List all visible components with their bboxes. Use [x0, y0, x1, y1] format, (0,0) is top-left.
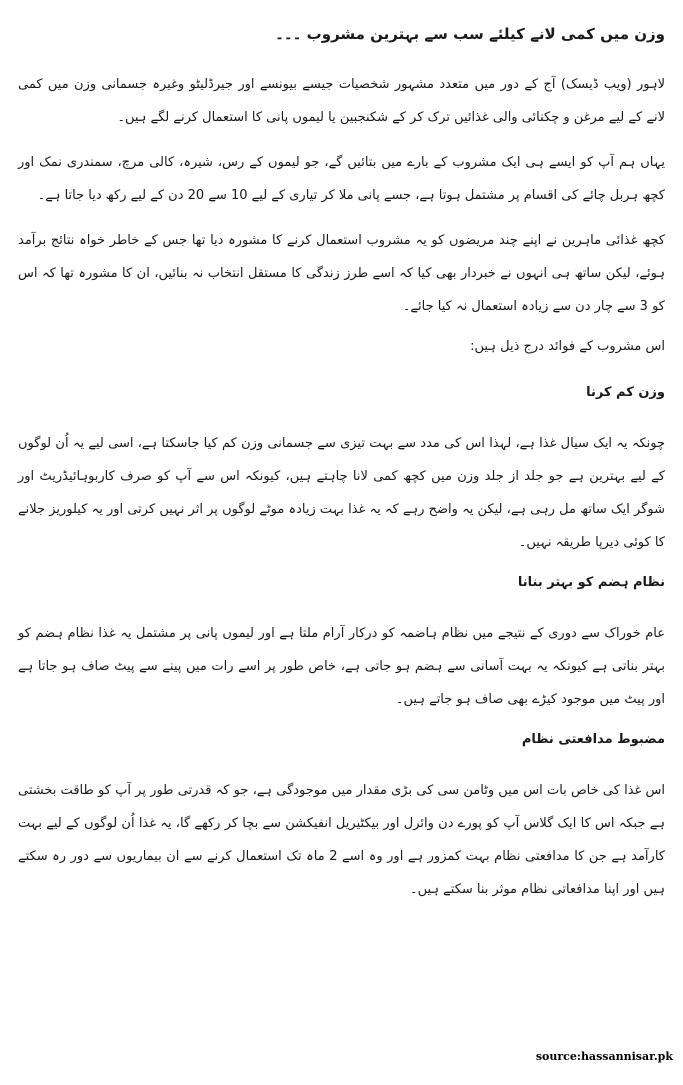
benefits-intro: اس مشروب کے فوائد درج ذیل ہیں: — [470, 339, 665, 354]
intro-paragraph-2: یہاں ہم آپ کو ایسے ہی ایک مشروب کے بارے میں بتائیں گے، جو لیموں کے رس، شیرہ، کالی مرچ، سمندری نمک اور کچھ ہربل چائے کی اقسام پر مشتمل ہوتا ہے، جسے پانی ملا کر تیاری کے لیے 10 سے 20 دن کے لیے رکھ دیا جاتا ہے۔ — [18, 155, 665, 203]
section-heading-immunity: مضبوط مدافعتی نظام — [521, 732, 665, 747]
section-text-immunity: اس غذا کی خاص بات اس میں وٹامن سی کی بڑی مقدار میں موجودگی ہے، جو کہ قدرتی طور پر آپ کو طاقت بخشتی ہے جبکہ اس کا ایک گلاس آپ کو پورے دن وائرل اور بیکٹیریل انفیکشن سے بچا کر رکھے گا، یہ غذا اُن لوگوں کے لیے بہت کارآمد ہے جن کا مدافعتی نظام بہت کمزور ہے اور وہ اسے 2 ماہ تک استعمال کرنے سے ان بیماریوں سے دور رہ سکتے ہیں اور اپنا مدافعاتی نظام موثر بنا سکتے ہیں۔ — [18, 783, 665, 897]
section-text-weight-loss: چونکہ یہ ایک سیال غذا ہے، لہذا اس کی مدد سے بہت تیزی سے جسمانی وزن کم کیا جاسکتا ہے، اسی لیے یہ اُن لوگوں کے لیے بہترین ہے جو جلد از جلد وزن میں کچھ کمی لانا چاہتے ہیں، کیونکہ اس سے آپ کو صرف کاربوہائیڈریٹ اور شوگر ایک ساتھ مل رہی ہے، لیکن یہ واضح رہے کہ یہ غذا بہت زیادہ موٹے لوگوں پر اثر نہیں کرتی اور یہ کیلوریز جلانے کا کوئی دیرپا طریقہ نہیں۔ — [18, 436, 665, 550]
section-heading-digestion: نظام ہضم کو بہتر بنانا — [517, 575, 665, 590]
article-title: وزن میں کمی لانے کیلئے سب سے بہترین مشروب ۔۔۔ — [275, 25, 665, 43]
section-heading-weight-loss: وزن کم کرنا — [586, 385, 665, 400]
intro-paragraph-3: کچھ غذائی ماہرین نے اپنے چند مریضوں کو یہ مشروب استعمال کرنے کا مشورہ دیا تھا جس کے خاطر خواہ نتائج برآمد ہوئے، لیکن ساتھ ہی انہوں نے خبردار بھی کیا کہ اسے طرز زندگی کا مستقل انتخاب نہ بنائیں، ان کا مشورہ تھا کہ اس کو 3 سے چار دن سے زیادہ استعمال نہ کیا جائے۔ — [18, 233, 665, 314]
intro-paragraph-1: لاہور (ویب ڈیسک) آج کے دور میں متعدد مشہور شخصیات جیسے بیونسے اور جیرڈلیٹو وغیرہ جسمانی وزن میں کمی لانے کے لیے مرغن و چکنائی والی غذائیں ترک کر کے شکنجبین یا لیموں پانی کا استعمال کرنے لگے ہیں۔ — [18, 77, 665, 125]
source-credit: source:hassannisar.pk — [535, 1050, 673, 1063]
section-text-digestion: عام خوراک سے دوری کے نتیجے میں نظام ہاضمہ کو درکار آرام ملتا ہے اور لیموں پانی پر مشتمل یہ غذا نظام ہضم کو بہتر بناتی ہے کیونکہ یہ بہت آسانی سے ہضم ہو جاتی ہے، خاص طور پر اسے رات میں پینے سے پیٹ صاف ہو جاتا ہے اور پیٹ میں موجود کیڑے بھی صاف ہو جاتے ہیں۔ — [18, 626, 665, 707]
